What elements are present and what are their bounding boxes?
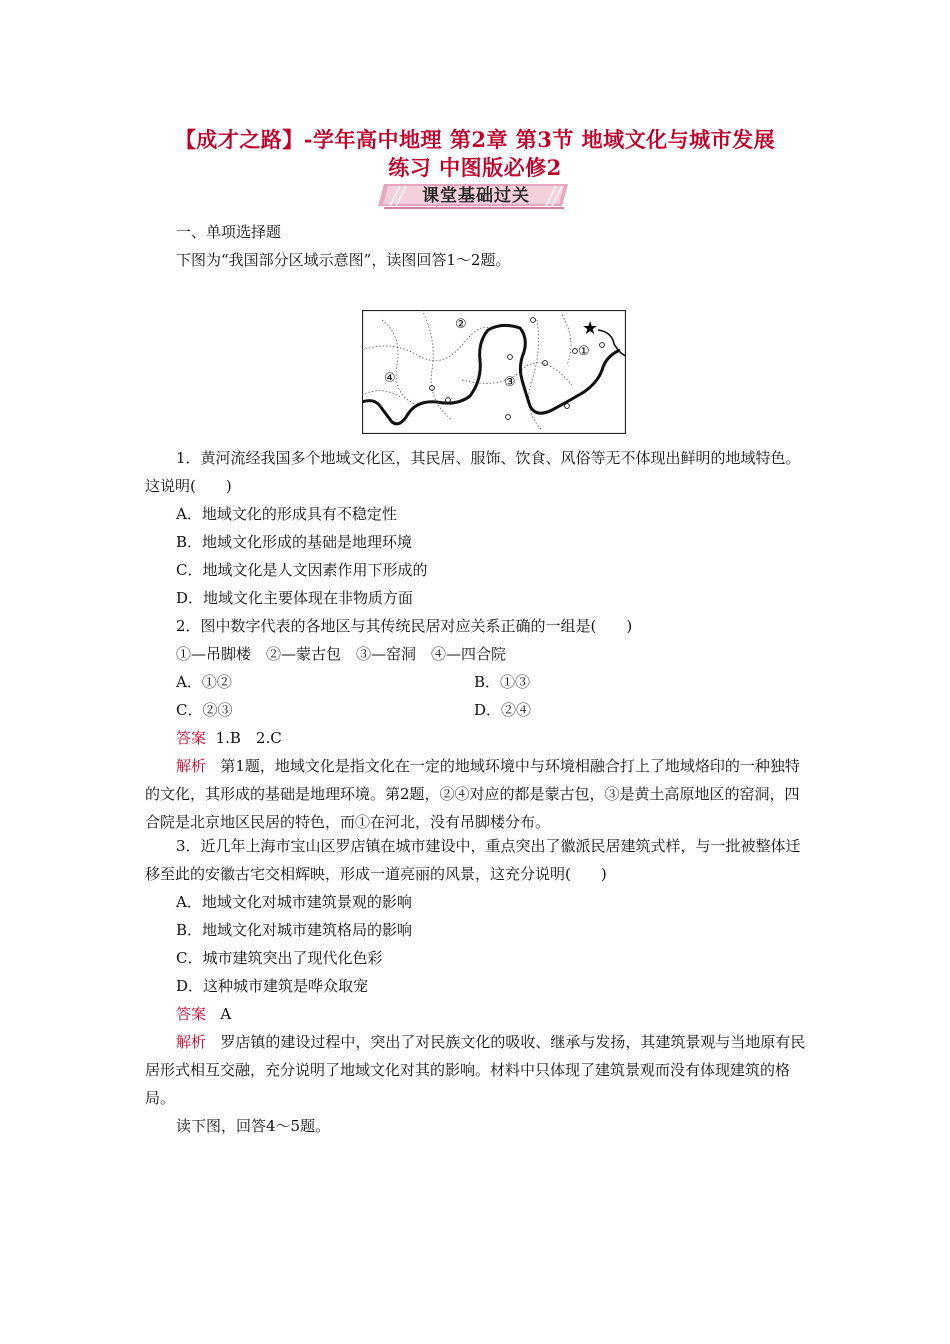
q2-option-d: D．②④ xyxy=(474,701,532,719)
analysis-label: 解析 xyxy=(176,757,207,775)
next-intro: 读下图，回答4～5题。 xyxy=(176,1117,331,1135)
q3-option-b: B．地域文化对城市建筑格局的影响 xyxy=(176,921,413,939)
q1-option-c: C．地域文化是人文因素作用下形成的 xyxy=(176,561,428,579)
q3-option-a: A．地域文化对城市建筑景观的影响 xyxy=(176,893,412,911)
question-1-stem: 1．黄河流经我国多个地域文化区，其民居、服饰、饮食、风俗等无不体现出鲜明的地域特色。这说明( ) xyxy=(145,449,801,495)
document-title-line1: 【成才之路】-学年高中地理 第2章 第3节 地域文化与城市发展 xyxy=(174,127,776,152)
q1-option-d: D．地域文化主要体现在非物质方面 xyxy=(176,589,414,607)
q1-option-b: B．地域文化形成的基础是地理环境 xyxy=(176,533,413,551)
q2-option-c: C．②③ xyxy=(176,701,233,719)
answer-1-2 xyxy=(176,724,282,752)
map-label-2: ② xyxy=(455,317,467,332)
section-heading: 一、单项选择题 xyxy=(176,223,282,241)
q3-option-c: C．城市建筑突出了现代化色彩 xyxy=(176,949,383,967)
analysis-3 xyxy=(145,1028,810,1112)
map-label-1: ① xyxy=(578,344,590,359)
answer-label: 答案 xyxy=(176,1005,207,1023)
capital-star-icon: ★ xyxy=(582,318,599,339)
answer-3 xyxy=(176,1000,231,1028)
q1-option-a: A．地域文化的形成具有不稳定性 xyxy=(176,505,397,523)
q2-pairs: ①—吊脚楼 ②—蒙古包 ③—窑洞 ④—四合院 xyxy=(176,645,507,663)
analysis-label: 解析 xyxy=(176,1033,207,1051)
map-label-3: ③ xyxy=(504,375,516,390)
q3-option-d: D．这种城市建筑是哗众取宠 xyxy=(176,977,369,995)
answer-value: 1.B 2.C xyxy=(215,729,282,747)
q2-option-b: B．①③ xyxy=(474,673,531,691)
question-3-stem: 3．近几年上海市宝山区罗店镇在城市建设中，重点突出了徽派民居建筑式样，与一批被整体迁移至此的安徽古宅交相辉映，形成一道亮丽的风景，这充分说明( ) xyxy=(145,837,801,883)
analysis-text: 第1题，地域文化是指文化在一定的地域环境中与环境相融合打上了地域烙印的一种独特的文化，其形成的基础是地理环境。第2题，②④对应的都是蒙古包，③是黄土高原地区的窑洞，四合院是北京地区民居的特色，而①在河北，没有吊脚楼分布。 xyxy=(145,757,800,831)
answer-value: A xyxy=(220,1005,232,1023)
map-label-4: ④ xyxy=(384,371,396,386)
analysis-text: 罗店镇的建设过程中，突出了对民族文化的吸收、继承与发扬，其建筑景观与当地原有民居形式相互交融，充分说明了地域文化对其的影响。材料中只体现了建筑景观而没有体现建筑的格局。 xyxy=(145,1033,806,1107)
region-map xyxy=(362,310,626,434)
map-intro: 下图为“我国部分区域示意图”，读图回答1～2题。 xyxy=(176,251,511,269)
question-2-stem: 2．图中数字代表的各地区与其传统民居对应关系正确的一组是( ) xyxy=(176,617,633,635)
banner-label: 课堂基础过关 xyxy=(422,186,530,206)
document-title-line2: 练习 中图版必修2 xyxy=(388,155,562,180)
analysis-1-2 xyxy=(145,752,810,836)
q2-option-a: A．①② xyxy=(176,673,232,691)
answer-label: 答案 xyxy=(176,729,207,747)
